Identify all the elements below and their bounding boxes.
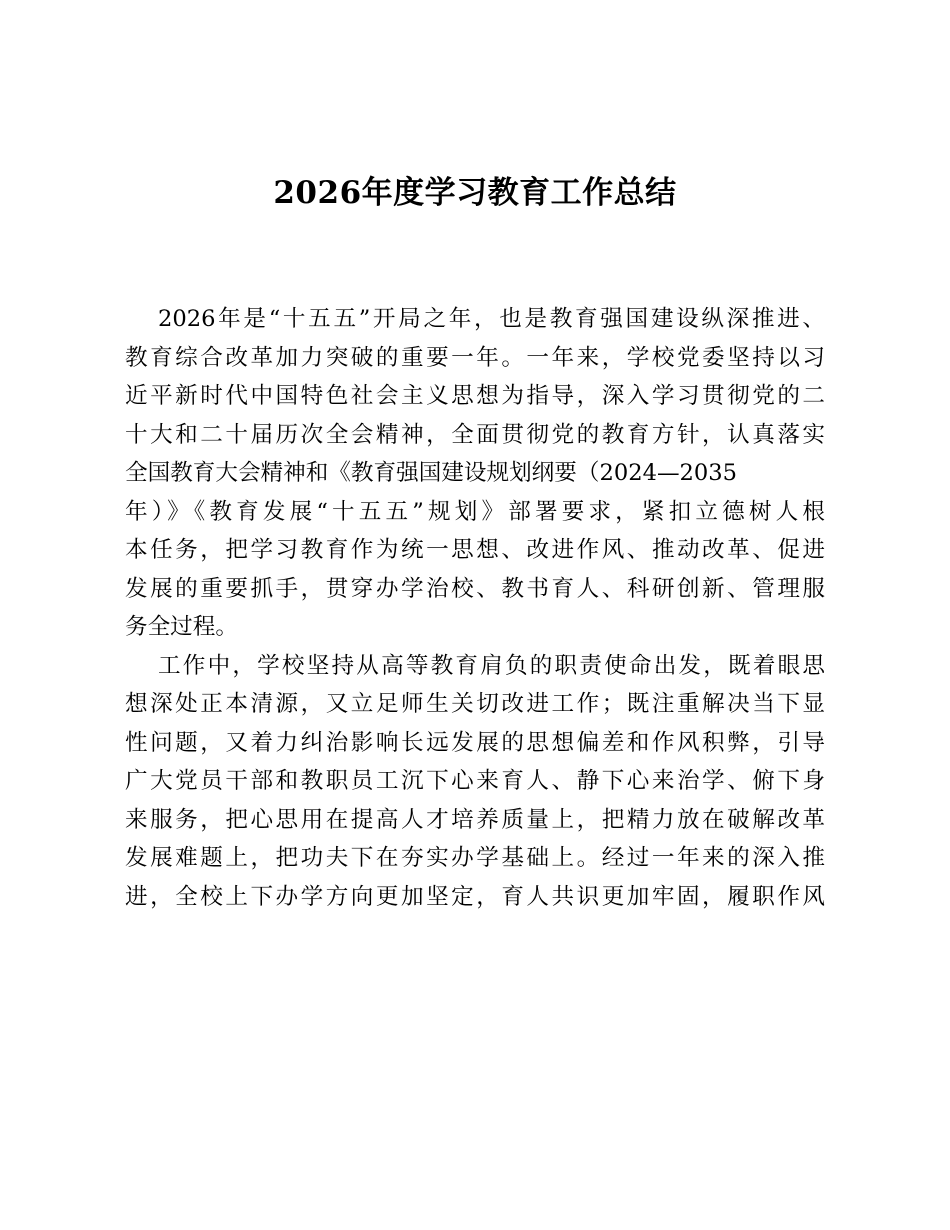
paragraph-line: 性问题，又着力纠治影响长远发展的思想偏差和作风积弊，引导 [125, 729, 825, 756]
paragraph-line: 十大和二十届历次全会精神，全面贯彻党的教育方针，认真落实 [125, 421, 825, 448]
paragraph-line: 想深处正本清源，又立足师生关切改进工作；既注重解决当下显 [125, 691, 825, 717]
paragraph-line: 全国教育大会精神和《教育强国建设规划纲要（2024—2035 [125, 460, 738, 486]
paragraph-line: 2026年是“十五五”开局之年，也是教育强国建设纵深推进、 [158, 306, 825, 332]
document-title: 2026年度学习教育工作总结 [273, 175, 677, 211]
paragraph-line: 务全过程。 [125, 614, 238, 640]
paragraph-line: 进，全校上下办学方向更加坚定，育人共识更加牢固，履职作风 [125, 883, 825, 910]
paragraph-line: 工作中，学校坚持从高等教育肩负的职责使命出发，既着眼思 [158, 652, 825, 679]
paragraph-line: 发展难题上，把功夫下在夯实办学基础上。经过一年来的深入推 [125, 845, 825, 871]
paragraph-line: 教育综合改革加力突破的重要一年。一年来，学校党委坚持以习 [125, 344, 825, 371]
paragraph-line: 本任务，把学习教育作为统一思想、改进作风、推动改革、促进 [125, 537, 825, 563]
document-body [125, 300, 825, 916]
paragraph-line: 广大党员干部和教职员工沉下心来育人、静下心来治学、俯下身 [125, 768, 825, 794]
paragraph-line: 年）》《教育发展“十五五”规划》部署要求，紧扣立德树人根 [125, 498, 825, 525]
paragraph-line: 发展的重要抓手，贯穿办学治校、教书育人、科研创新、管理服 [125, 575, 825, 602]
paragraph-1 [125, 300, 825, 647]
paragraph-2 [125, 647, 825, 917]
paragraph-line: 近平新时代中国特色社会主义思想为指导，深入学习贯彻党的二 [125, 383, 825, 409]
paragraph-line: 来服务，把心思用在提高人才培养质量上，把精力放在破解改革 [125, 806, 825, 833]
